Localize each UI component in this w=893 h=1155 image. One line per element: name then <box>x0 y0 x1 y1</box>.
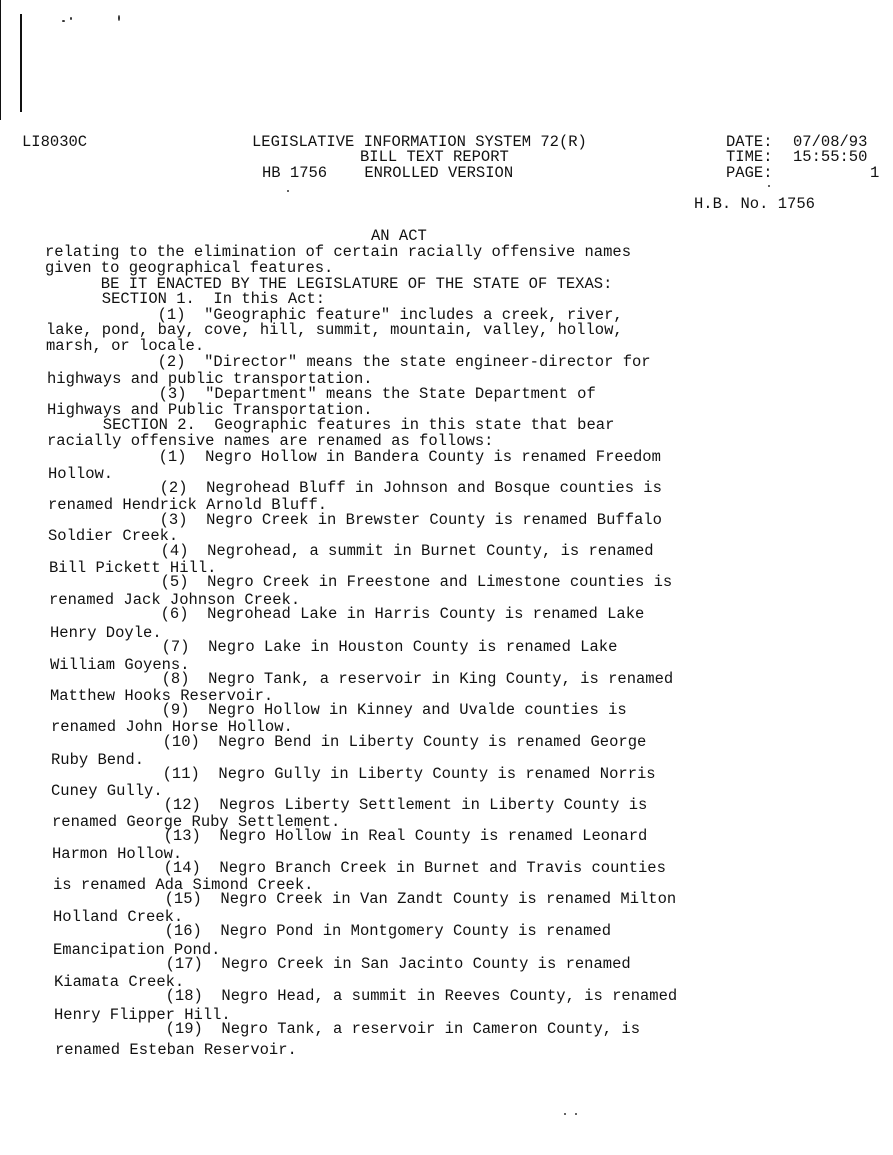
bill-text-line: racially offensive names are renamed as follows: <box>47 432 494 450</box>
bill-text-line: (2) Negrohead Bluff in Johnson and Bosque counties is <box>48 479 662 497</box>
bill-text-line: (8) Negro Tank, a reservoir in King County, is renamed <box>50 670 674 688</box>
system-id: LI8030C <box>22 133 88 151</box>
bill-text-line: renamed George Ruby Settlement. <box>52 813 341 831</box>
date-label: DATE: <box>726 133 773 151</box>
bill-text-line: renamed Esteban Reservoir. <box>55 1041 297 1059</box>
report-title: BILL TEXT REPORT <box>360 148 509 166</box>
bill-text-line: Ruby Bend. <box>51 751 145 769</box>
bill-text-line: Hollow. <box>48 465 114 483</box>
bill-text-line: (17) Negro Creek in San Jacinto County is renamed <box>54 955 631 973</box>
bill-text-line: renamed John Horse Hollow. <box>51 718 293 736</box>
bill-text-line: (10) Negro Bend in Liberty County is renamed George <box>51 733 647 751</box>
bill-text-line: (4) Negrohead, a summit in Burnet County, is renamed <box>49 542 654 560</box>
bill-text-line: Matthew Hooks Reservoir. <box>50 687 274 705</box>
bill-text-line: (14) Negro Branch Creek in Burnet and Travis counties <box>52 859 666 877</box>
bill-text-line: lake, pond, bay, cove, hill, summit, mountain, valley, hollow, <box>46 321 623 339</box>
bill-text-line: renamed Jack Johnson Creek. <box>49 591 301 609</box>
bill-text-line: (3) "Department" means the State Department of <box>47 385 596 403</box>
bill-text-line: Henry Flipper Hill. <box>54 1006 231 1024</box>
bill-text-line: Kiamata Creek. <box>54 973 185 991</box>
bill-text-line: Emancipation Pond. <box>53 941 221 959</box>
bill-text-line: (13) Negro Hollow in Real County is renamed Leonard <box>52 827 648 845</box>
bill-number: H.B. No. 1756 <box>694 195 815 213</box>
bill-text-line: (1) "Geographic feature" includes a creek, river, <box>46 306 623 324</box>
bill-text-line: BE IT ENACTED BY THE LEGISLATURE OF THE STATE OF TEXAS: <box>45 275 613 293</box>
bill-text-line: Harmon Hollow. <box>52 845 183 863</box>
bill-text-line: relating to the elimination of certain racially offensive names <box>45 243 631 261</box>
bill-text-line: Holland Creek. <box>53 908 184 926</box>
bill-text-line: is renamed Ada Simond Creek. <box>53 876 314 894</box>
bill-text-line: Soldier Creek. <box>48 527 179 545</box>
bill-text-line: Cuney Gully. <box>51 782 163 800</box>
bill-text-line: (7) Negro Lake in Houston County is renamed Lake <box>50 638 618 656</box>
page-value: 1 <box>870 164 880 182</box>
bill-text-line: marsh, or locale. <box>46 337 205 355</box>
bill-text-line: (19) Negro Tank, a reservoir in Cameron County, is <box>54 1020 640 1038</box>
system-title: LEGISLATIVE INFORMATION SYSTEM 72(R) <box>252 133 587 151</box>
bill-text-line: SECTION 1. In this Act: <box>46 290 326 308</box>
bill-text-line: (9) Negro Hollow in Kinney and Uvalde counties is <box>50 701 627 719</box>
bill-text-line: renamed Hendrick Arnold Bluff. <box>48 496 328 514</box>
bill-text-line: (2) "Director" means the state engineer-director for <box>46 353 651 371</box>
bill-text-line: Henry Doyle. <box>50 624 162 642</box>
bill-text-line: (5) Negro Creek in Freestone and Limestone counties is <box>49 573 673 591</box>
bill-text-line: (16) Negro Pond in Montgomery County is renamed <box>53 922 612 940</box>
bill-text-line: (11) Negro Gully in Liberty County is renamed Norris <box>51 765 656 783</box>
bill-text-line: (3) Negro Creek in Brewster County is renamed Buffalo <box>48 511 662 529</box>
time-label: TIME: <box>726 148 773 166</box>
page-label: PAGE: <box>726 164 773 182</box>
bill-text-line: highways and public transportation. <box>47 370 373 388</box>
bill-text-line: (15) Negro Creek in Van Zandt County is renamed Milton <box>53 890 677 908</box>
bill-text-line: (18) Negro Head, a summit in Reeves County, is renamed <box>54 987 678 1005</box>
bill-text-line: (6) Negrohead Lake in Harris County is renamed Lake <box>49 605 645 623</box>
bill-line: HB 1756 ENROLLED VERSION <box>262 164 514 182</box>
time-value: 15:55:50 <box>793 148 868 166</box>
bill-text-line: SECTION 2. Geographic features in this state that bear <box>47 416 615 434</box>
document-title: AN ACT <box>371 227 427 245</box>
bill-text-line: Highways and Public Transportation. <box>47 401 373 419</box>
bill-text-line: (12) Negros Liberty Settlement in Liberty County is <box>52 796 648 814</box>
bill-text-line: given to geographical features. <box>45 259 334 277</box>
bill-text-line: (1) Negro Hollow in Bandera County is renamed Freedom <box>47 448 661 466</box>
bill-text-line: Bill Pickett Hill. <box>49 559 217 577</box>
bill-text-line: William Goyens. <box>50 656 190 674</box>
date-value: 07/08/93 <box>793 133 868 151</box>
